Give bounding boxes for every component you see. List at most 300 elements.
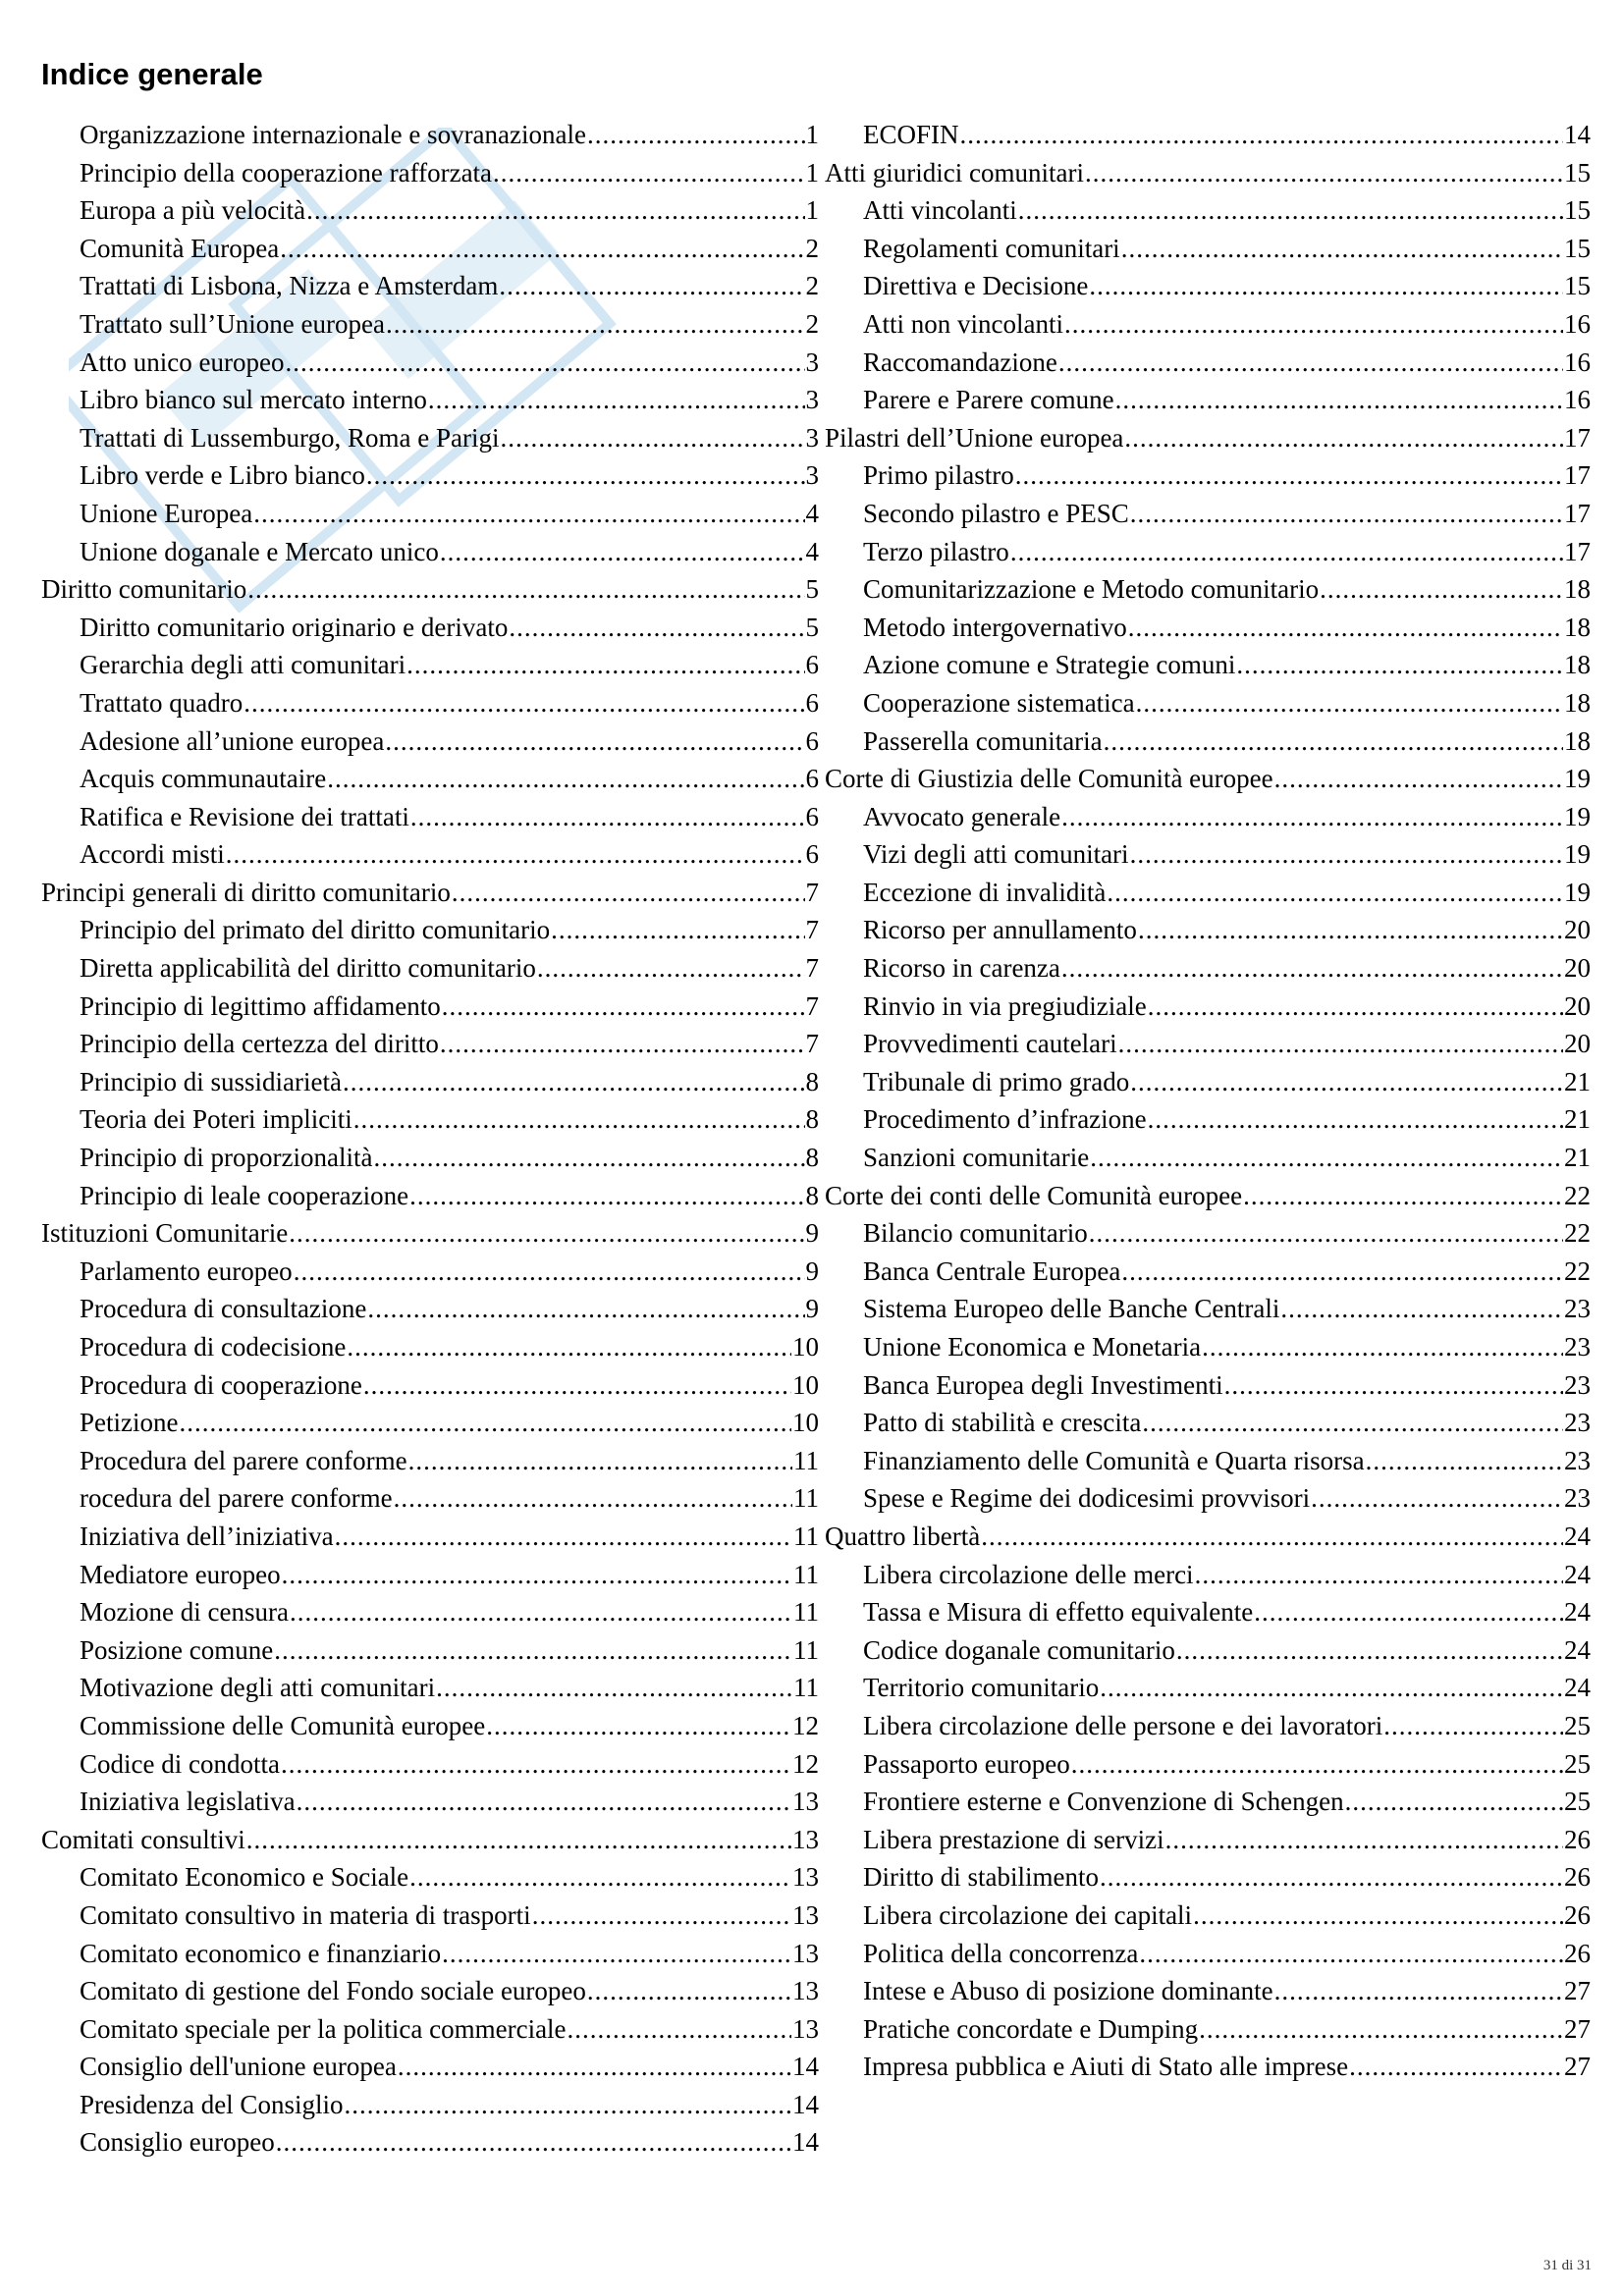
toc-entry[interactable] <box>825 874 1591 912</box>
toc-entry-page-number: 10 <box>792 1369 819 1400</box>
dot-leader <box>1136 684 1563 722</box>
toc-entry-page-number: 24 <box>1564 1673 1591 1703</box>
toc-entry-label: Posizione comune <box>80 1634 274 1665</box>
toc-entry-page-number: 19 <box>1564 801 1591 831</box>
toc-entry-page-number: 6 <box>805 839 819 870</box>
dot-leader <box>1130 835 1563 874</box>
toc-entry-label: Istituzioni Comunitarie <box>41 1218 289 1249</box>
toc-entry-label: Avvocato generale <box>863 801 1061 831</box>
toc-entry-page-number: 21 <box>1564 1143 1591 1173</box>
dot-leader <box>960 116 1563 154</box>
toc-entry-page-number: 27 <box>1564 2052 1591 2082</box>
toc-entry-page-number: 12 <box>792 1748 819 1779</box>
toc-entry[interactable] <box>825 1139 1591 1177</box>
toc-entry[interactable] <box>41 722 819 761</box>
toc-entry-label: Terzo pilastro <box>863 536 1009 566</box>
toc-entry[interactable] <box>825 191 1591 230</box>
toc-entry-label: Principio di leale cooperazione <box>80 1180 409 1210</box>
toc-entry[interactable] <box>41 1745 819 1784</box>
toc-entry[interactable] <box>41 609 819 647</box>
dot-leader <box>1193 1896 1563 1935</box>
toc-entry-page-number: 25 <box>1564 1710 1591 1740</box>
toc-entry-label: Libro bianco sul mercato interno <box>80 385 427 415</box>
toc-entry[interactable] <box>41 1063 819 1101</box>
toc-entry[interactable] <box>825 1858 1591 1896</box>
dot-leader <box>247 570 804 609</box>
toc-entry[interactable] <box>41 874 819 912</box>
toc-entry[interactable] <box>825 456 1591 495</box>
toc-entry[interactable] <box>41 1025 819 1063</box>
toc-entry-page-number: 16 <box>1564 385 1591 415</box>
toc-entry-label: Unione Economica e Monetaria <box>863 1332 1202 1362</box>
toc-entry[interactable] <box>825 1442 1591 1480</box>
toc-entry-page-number: 23 <box>1564 1369 1591 1400</box>
toc-entry[interactable] <box>825 2010 1591 2049</box>
toc-entry-page-number: 6 <box>805 725 819 756</box>
toc-entry[interactable] <box>41 1858 819 1896</box>
toc-entry[interactable] <box>825 1063 1591 1101</box>
toc-entry[interactable] <box>825 911 1591 949</box>
toc-entry-label: Libro verde e Libro bianco <box>80 460 365 491</box>
dot-leader <box>1195 1556 1563 1594</box>
index-title: Indice generale <box>41 57 263 91</box>
toc-entry-page-number: 17 <box>1564 536 1591 566</box>
toc-entry-label: Consiglio europeo <box>80 2127 275 2158</box>
toc-entry[interactable] <box>41 1177 819 1215</box>
dot-leader <box>1274 1972 1563 2010</box>
toc-entry-page-number: 13 <box>792 1824 819 1854</box>
toc-entry[interactable] <box>41 533 819 571</box>
toc-entry-label: Banca Europea degli Investimenti <box>863 1369 1223 1400</box>
dot-leader <box>1100 1858 1563 1896</box>
dot-leader <box>1061 798 1563 836</box>
toc-entry-label: Mediatore europeo <box>80 1559 281 1589</box>
toc-entry[interactable] <box>825 1404 1591 1442</box>
toc-entry-label: Sistema Europeo delle Banche Centrali <box>863 1294 1280 1324</box>
toc-entry-label: Codice di condotta <box>80 1748 280 1779</box>
toc-entry-label: Comitato speciale per la politica commerciale <box>80 2013 567 2044</box>
toc-entry[interactable] <box>825 1669 1591 1707</box>
toc-entry-page-number: 5 <box>805 612 819 642</box>
toc-entry-page-number: 27 <box>1564 1976 1591 2006</box>
toc-entry[interactable] <box>41 305 819 344</box>
dot-leader <box>1121 1253 1563 1291</box>
toc-entry-label: Comunità Europea <box>80 233 280 263</box>
toc-entry[interactable] <box>41 911 819 949</box>
toc-entry[interactable] <box>41 381 819 419</box>
toc-entry[interactable] <box>825 949 1591 988</box>
dot-leader <box>1148 1100 1563 1139</box>
toc-entry[interactable] <box>825 533 1591 571</box>
toc-entry-page-number: 13 <box>792 2013 819 2044</box>
dot-leader <box>452 874 805 912</box>
toc-entry[interactable] <box>825 2048 1591 2086</box>
toc-entry[interactable] <box>41 1404 819 1442</box>
toc-entry[interactable] <box>41 2123 819 2162</box>
dot-leader <box>1236 646 1563 684</box>
toc-entry-page-number: 24 <box>1564 1559 1591 1589</box>
toc-entry[interactable] <box>825 1290 1591 1328</box>
toc-entry-label: Sanzioni comunitarie <box>863 1143 1090 1173</box>
dot-leader <box>1010 533 1563 571</box>
toc-entry-page-number: 11 <box>793 1445 819 1475</box>
toc-entry-label: Unione Europea <box>80 498 253 528</box>
toc-entry[interactable] <box>825 1556 1591 1594</box>
toc-entry[interactable] <box>41 2010 819 2049</box>
toc-entry[interactable] <box>825 1631 1591 1670</box>
dot-leader <box>568 2010 791 2049</box>
toc-entry-page-number: 19 <box>1564 877 1591 907</box>
dot-leader <box>509 609 804 647</box>
toc-entry-page-number: 10 <box>792 1332 819 1362</box>
toc-entry[interactable] <box>41 1821 819 1859</box>
toc-entry[interactable] <box>41 267 819 305</box>
toc-entry-page-number: 1 <box>805 195 819 226</box>
toc-entry[interactable] <box>825 684 1591 722</box>
dot-leader <box>537 949 805 988</box>
toc-entry-page-number: 9 <box>805 1294 819 1324</box>
dot-leader <box>1015 456 1563 495</box>
dot-leader <box>409 1858 791 1896</box>
dot-leader <box>1139 1935 1563 1973</box>
dot-leader <box>285 344 804 382</box>
toc-entry[interactable] <box>825 1328 1591 1366</box>
toc-entry[interactable] <box>825 1518 1591 1556</box>
toc-entry-page-number: 14 <box>792 2127 819 2158</box>
toc-entry-label: Regolamenti comunitari <box>863 233 1120 263</box>
toc-entry-label: Ricorso per annullamento <box>863 915 1137 945</box>
toc-entry[interactable] <box>41 1896 819 1935</box>
toc-entry[interactable] <box>825 305 1591 344</box>
dot-leader <box>440 533 805 571</box>
toc-entry[interactable] <box>41 949 819 988</box>
toc-entry-label: Atto unico europeo <box>80 347 285 377</box>
dot-leader <box>398 2048 791 2086</box>
toc-entry-label: Atti vincolanti <box>863 195 1017 226</box>
toc-entry[interactable] <box>825 230 1591 268</box>
toc-entry[interactable] <box>825 267 1591 305</box>
toc-entry-page-number: 1 <box>805 120 819 149</box>
toc-entry-page-number: 11 <box>793 1597 819 1628</box>
toc-entry[interactable] <box>41 760 819 798</box>
dot-leader <box>436 1669 792 1707</box>
toc-entry[interactable] <box>825 1783 1591 1821</box>
toc-entry[interactable] <box>41 154 819 192</box>
toc-entry[interactable] <box>41 116 819 154</box>
dot-leader <box>246 1821 791 1859</box>
toc-entry-page-number: 17 <box>1564 422 1591 453</box>
toc-entry-page-number: 8 <box>805 1066 819 1096</box>
toc-entry-label: Parlamento europeo <box>80 1255 293 1286</box>
toc-entry-page-number: 18 <box>1564 574 1591 605</box>
toc-entry[interactable] <box>41 1479 819 1518</box>
dot-leader <box>1199 2010 1563 2049</box>
dot-leader <box>367 1290 804 1328</box>
dot-leader <box>409 1177 804 1215</box>
toc-entry-label: Acquis communautaire <box>80 764 327 794</box>
toc-entry[interactable] <box>825 835 1591 874</box>
toc-entry-page-number: 26 <box>1564 1862 1591 1893</box>
dot-leader <box>343 1063 805 1101</box>
toc-entry-label: Principio della cooperazione rafforzata <box>80 157 493 187</box>
dot-leader <box>1224 1366 1563 1405</box>
toc-entry[interactable] <box>825 646 1591 684</box>
toc-entry-label: Adesione all’unione europea <box>80 725 385 756</box>
toc-entry-page-number: 7 <box>805 877 819 907</box>
dot-leader <box>373 1139 804 1177</box>
toc-entry[interactable] <box>825 1896 1591 1935</box>
toc-entry[interactable] <box>825 1100 1591 1139</box>
dot-leader <box>1061 949 1563 988</box>
toc-entry-page-number: 10 <box>792 1408 819 1438</box>
toc-entry-label: Patto di stabilità e crescita <box>863 1408 1142 1438</box>
toc-entry[interactable] <box>825 722 1591 761</box>
dot-leader <box>1165 1821 1563 1859</box>
dot-leader <box>306 191 804 230</box>
toc-entry-label: Principio di legittimo affidamento <box>80 990 441 1021</box>
toc-entry-page-number: 21 <box>1564 1066 1591 1096</box>
toc-entry-label: Motivazione degli atti comunitari <box>80 1673 436 1703</box>
toc-entry-page-number: 13 <box>792 1938 819 1968</box>
dot-leader <box>406 646 804 684</box>
toc-entry-page-number: 23 <box>1564 1332 1591 1362</box>
dot-leader <box>428 381 805 419</box>
toc-entry-page-number: 17 <box>1564 460 1591 491</box>
toc-entry-label: Consiglio dell'unione europea <box>80 2052 397 2082</box>
toc-entry[interactable] <box>41 1290 819 1328</box>
toc-entry-page-number: 22 <box>1564 1218 1591 1249</box>
dot-leader <box>1128 609 1563 647</box>
toc-entry-page-number: 7 <box>805 1029 819 1059</box>
toc-entry[interactable] <box>41 1214 819 1253</box>
dot-leader <box>587 1972 791 2010</box>
toc-entry[interactable] <box>41 1783 819 1821</box>
toc-entry[interactable] <box>41 2048 819 2086</box>
toc-entry[interactable] <box>825 609 1591 647</box>
toc-entry[interactable] <box>41 456 819 495</box>
toc-entry-page-number: 9 <box>805 1218 819 1249</box>
toc-entry-page-number: 3 <box>805 460 819 491</box>
dot-leader <box>1148 988 1563 1026</box>
toc-entry-page-number: 18 <box>1564 725 1591 756</box>
toc-entry[interactable] <box>41 230 819 268</box>
toc-entry-page-number: 11 <box>793 1673 819 1703</box>
toc-entry-label: Diritto comunitario originario e derivato <box>80 612 509 642</box>
toc-entry-page-number: 13 <box>792 1899 819 1930</box>
toc-entry-page-number: 16 <box>1564 308 1591 339</box>
toc-entry-page-number: 11 <box>793 1483 819 1514</box>
toc-entry-label: Impresa pubblica e Aiuti di Stato alle imprese <box>863 2052 1349 2082</box>
toc-entry[interactable] <box>41 1366 819 1405</box>
dot-leader <box>1130 1063 1563 1101</box>
toc-entry[interactable] <box>825 1479 1591 1518</box>
toc-entry-label: Libera circolazione delle persone e dei lavoratori <box>863 1710 1383 1740</box>
toc-entry[interactable] <box>41 1669 819 1707</box>
dot-leader <box>347 1328 791 1366</box>
toc-entry[interactable] <box>825 1366 1591 1405</box>
toc-entry[interactable] <box>825 1821 1591 1859</box>
dot-leader <box>335 1518 792 1556</box>
toc-entry-label: Accordi misti <box>80 839 225 870</box>
toc-left-column <box>41 116 819 2162</box>
toc-entry-label: Vizi degli atti comunitari <box>863 839 1129 870</box>
toc-entry-page-number: 11 <box>793 1634 819 1665</box>
toc-entry-label: Comitato Economico e Sociale <box>80 1862 409 1893</box>
toc-entry-label: Ricorso in carenza <box>863 953 1060 984</box>
dot-leader <box>363 1366 791 1405</box>
dot-leader <box>1243 1177 1563 1215</box>
toc-entry[interactable] <box>825 1177 1591 1215</box>
toc-entry[interactable] <box>825 344 1591 382</box>
toc-entry[interactable] <box>41 646 819 684</box>
toc-entry[interactable] <box>41 570 819 609</box>
toc-entry[interactable] <box>825 1214 1591 1253</box>
toc-entry[interactable] <box>41 344 819 382</box>
toc-entry-page-number: 11 <box>793 1559 819 1589</box>
dot-leader <box>1107 874 1563 912</box>
toc-entry[interactable] <box>825 154 1591 192</box>
dot-leader <box>1142 1404 1563 1442</box>
dot-leader <box>280 230 804 268</box>
toc-entry[interactable] <box>41 1631 819 1670</box>
toc-entry[interactable] <box>41 798 819 836</box>
dot-leader <box>551 911 804 949</box>
dot-leader <box>486 1707 791 1745</box>
toc-entry[interactable] <box>825 1935 1591 1973</box>
toc-entry-label: Principi generali di diritto comunitario <box>41 877 451 907</box>
toc-entry[interactable] <box>825 419 1591 457</box>
dot-leader <box>1018 191 1563 230</box>
toc-entry-page-number: 18 <box>1564 687 1591 718</box>
toc-entry-page-number: 11 <box>793 1521 819 1551</box>
dot-leader <box>587 116 805 154</box>
dot-leader <box>499 267 804 305</box>
toc-entry-label: Eccezione di invalidità <box>863 877 1107 907</box>
toc-entry-label: Azione comune e Strategie comuni <box>863 650 1236 680</box>
toc-entry-label: Provvedimenti cautelari <box>863 1029 1117 1059</box>
toc-entry-label: Spese e Regime dei dodicesimi provvisori <box>863 1483 1311 1514</box>
toc-entry-label: Organizzazione internazionale e sovranazionale <box>80 120 586 149</box>
toc-entry[interactable] <box>825 1253 1591 1291</box>
toc-entry[interactable] <box>41 495 819 533</box>
toc-entry[interactable] <box>41 1328 819 1366</box>
toc-entry-label: Teoria dei Poteri impliciti <box>80 1104 352 1135</box>
toc-entry[interactable] <box>41 419 819 457</box>
toc-entry-page-number: 19 <box>1564 764 1591 794</box>
dot-leader <box>253 495 804 533</box>
toc-entry-label: Primo pilastro <box>863 460 1014 491</box>
toc-entry-label: Diritto di stabilimento <box>863 1862 1099 1893</box>
toc-entry-page-number: 27 <box>1564 2013 1591 2044</box>
toc-entry[interactable] <box>41 1139 819 1177</box>
toc-entry[interactable] <box>41 1253 819 1291</box>
toc-entry-page-number: 2 <box>805 233 819 263</box>
dot-leader <box>1274 760 1563 798</box>
toc-entry[interactable] <box>825 116 1591 154</box>
toc-entry-label: Corte di Giustizia delle Comunità europee <box>825 764 1273 794</box>
toc-entry-label: Gerarchia degli atti comunitari <box>80 650 406 680</box>
toc-entry[interactable] <box>825 798 1591 836</box>
toc-entry-page-number: 21 <box>1564 1104 1591 1135</box>
toc-entry[interactable] <box>825 1593 1591 1631</box>
toc-entry-page-number: 19 <box>1564 839 1591 870</box>
toc-entry-page-number: 20 <box>1564 915 1591 945</box>
toc-entry[interactable] <box>825 1025 1591 1063</box>
toc-entry[interactable] <box>41 988 819 1026</box>
toc-entry-page-number: 12 <box>792 1710 819 1740</box>
toc-entry[interactable] <box>41 191 819 230</box>
toc-entry[interactable] <box>41 835 819 874</box>
toc-entry-page-number: 26 <box>1564 1824 1591 1854</box>
toc-entry[interactable] <box>825 760 1591 798</box>
dot-leader <box>1254 1593 1563 1631</box>
dot-leader <box>981 1518 1563 1556</box>
toc-entry-page-number: 26 <box>1564 1938 1591 1968</box>
dot-leader <box>276 2123 791 2162</box>
toc-entry-page-number: 8 <box>805 1143 819 1173</box>
toc-entry-label: Mozione di censura <box>80 1597 289 1628</box>
dot-leader <box>243 684 804 722</box>
toc-entry[interactable] <box>41 1935 819 1973</box>
dot-leader <box>410 798 805 836</box>
toc-entry[interactable] <box>41 1593 819 1631</box>
toc-entry-page-number: 20 <box>1564 1029 1591 1059</box>
toc-entry[interactable] <box>41 1518 819 1556</box>
toc-entry-label: Passaporto europeo <box>863 1748 1070 1779</box>
toc-entry-label: Principio della certezza del diritto <box>80 1029 439 1059</box>
toc-entry[interactable] <box>41 2086 819 2124</box>
toc-entry[interactable] <box>41 684 819 722</box>
dot-leader <box>1058 344 1563 382</box>
toc-entry-label: Procedura di consultazione <box>80 1294 367 1324</box>
toc-entry-label: Direttiva e Decisione <box>863 271 1089 301</box>
dot-leader <box>1202 1328 1563 1366</box>
toc-entry-page-number: 13 <box>792 1787 819 1817</box>
dot-leader <box>394 1479 792 1518</box>
dot-leader <box>1121 230 1563 268</box>
toc-entry-label: Intese e Abuso di posizione dominante <box>863 1976 1273 2006</box>
toc-entry-label: Raccomandazione <box>863 347 1057 377</box>
toc-entry[interactable] <box>41 1972 819 2010</box>
toc-entry[interactable] <box>825 1707 1591 1745</box>
dot-leader <box>1383 1707 1563 1745</box>
toc-entry-label: Codice doganale comunitario <box>863 1634 1175 1665</box>
toc-entry-page-number: 8 <box>805 1104 819 1135</box>
toc-entry[interactable] <box>825 1745 1591 1784</box>
toc-entry[interactable] <box>41 1556 819 1594</box>
toc-entry[interactable] <box>41 1707 819 1745</box>
toc-entry-label: Comitato di gestione del Fondo sociale europeo <box>80 1976 586 2006</box>
toc-entry[interactable] <box>825 495 1591 533</box>
dot-leader <box>440 1025 805 1063</box>
toc-entry[interactable] <box>825 570 1591 609</box>
toc-entry-label: Metodo intergovernativo <box>863 612 1127 642</box>
toc-entry[interactable] <box>825 381 1591 419</box>
dot-leader <box>1071 1745 1563 1784</box>
toc-entry-label: Atti non vincolanti <box>863 308 1063 339</box>
toc-entry[interactable] <box>41 1442 819 1480</box>
toc-entry[interactable] <box>825 1972 1591 2010</box>
toc-entry[interactable] <box>41 1100 819 1139</box>
toc-entry-page-number: 7 <box>805 953 819 984</box>
dot-leader <box>493 154 804 192</box>
toc-entry-label: Procedura di cooperazione <box>80 1369 362 1400</box>
toc-entry-label: Comunitarizzazione e Metodo comunitario <box>863 574 1320 605</box>
dot-leader <box>1280 1290 1563 1328</box>
toc-entry-page-number: 24 <box>1564 1521 1591 1551</box>
toc-entry[interactable] <box>825 988 1591 1026</box>
toc-entry-label: rocedura del parere conforme <box>80 1483 393 1514</box>
